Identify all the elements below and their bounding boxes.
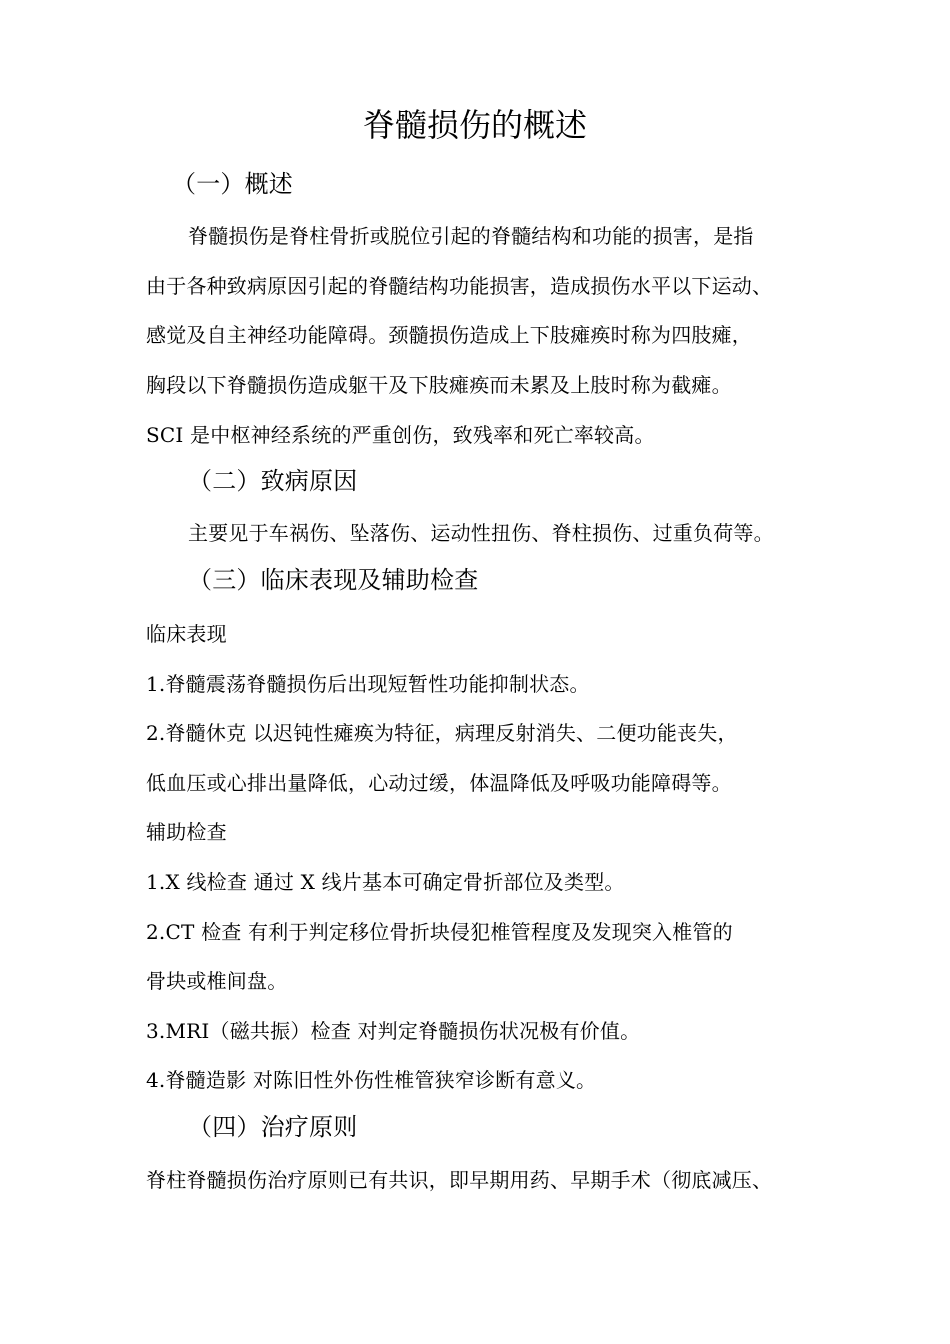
- section-heading-clinical: （三）临床表现及辅助检查: [188, 566, 479, 594]
- list-item: 2.脊髓休克 以迟钝性瘫痪为特征，病理反射消失、二便功能丧失，: [146, 721, 738, 745]
- section-heading-overview: （一）概述: [172, 170, 293, 198]
- paragraph-line: SCI 是中枢神经系统的严重创伤，致残率和死亡率较高。: [146, 423, 655, 447]
- paragraph-line: 脊髓损伤是脊柱骨折或脱位引起的脊髓结构和功能的损害，是指: [188, 224, 754, 248]
- list-item: 3.MRI（磁共振）检查 对判定脊髓损伤状况极有价值。: [146, 1019, 641, 1043]
- paragraph-line: 感觉及自主神经功能障碍。颈髓损伤造成上下肢瘫痪时称为四肢瘫，: [146, 323, 752, 347]
- list-item-continuation: 骨块或椎间盘。: [146, 969, 288, 993]
- list-item: 1.X 线检查 通过 X 线片基本可确定骨折部位及类型。: [146, 870, 625, 894]
- subheading-auxiliary-exams: 辅助检查: [146, 820, 227, 844]
- list-item: 4.脊髓造影 对陈旧性外伤性椎管狭窄诊断有意义。: [146, 1068, 597, 1092]
- paragraph-line: 主要见于车祸伤、坠落伤、运动性扭伤、脊柱损伤、过重负荷等。: [188, 521, 774, 545]
- list-item: 1.脊髓震荡脊髓损伤后出现短暂性功能抑制状态。: [146, 672, 590, 696]
- section-heading-causes: （二）致病原因: [188, 467, 358, 495]
- list-item: 2.CT 检查 有利于判定移位骨折块侵犯椎管程度及发现突入椎管的: [146, 920, 733, 944]
- paragraph-line: 胸段以下脊髓损伤造成躯干及下肢瘫痪而未累及上肢时称为截瘫。: [146, 373, 732, 397]
- page-title: 脊髓损伤的概述: [362, 106, 587, 144]
- paragraph-line: 脊柱脊髓损伤治疗原则已有共识，即早期用药、早期手术（彻底减压、: [146, 1168, 773, 1192]
- subheading-clinical-manifestations: 临床表现: [146, 622, 227, 646]
- paragraph-line: 由于各种致病原因引起的脊髓结构功能损害，造成损伤水平以下运动、: [146, 274, 773, 298]
- section-heading-treatment: （四）治疗原则: [188, 1113, 358, 1141]
- list-item-continuation: 低血压或心排出量降低，心动过缓，体温降低及呼吸功能障碍等。: [146, 771, 732, 795]
